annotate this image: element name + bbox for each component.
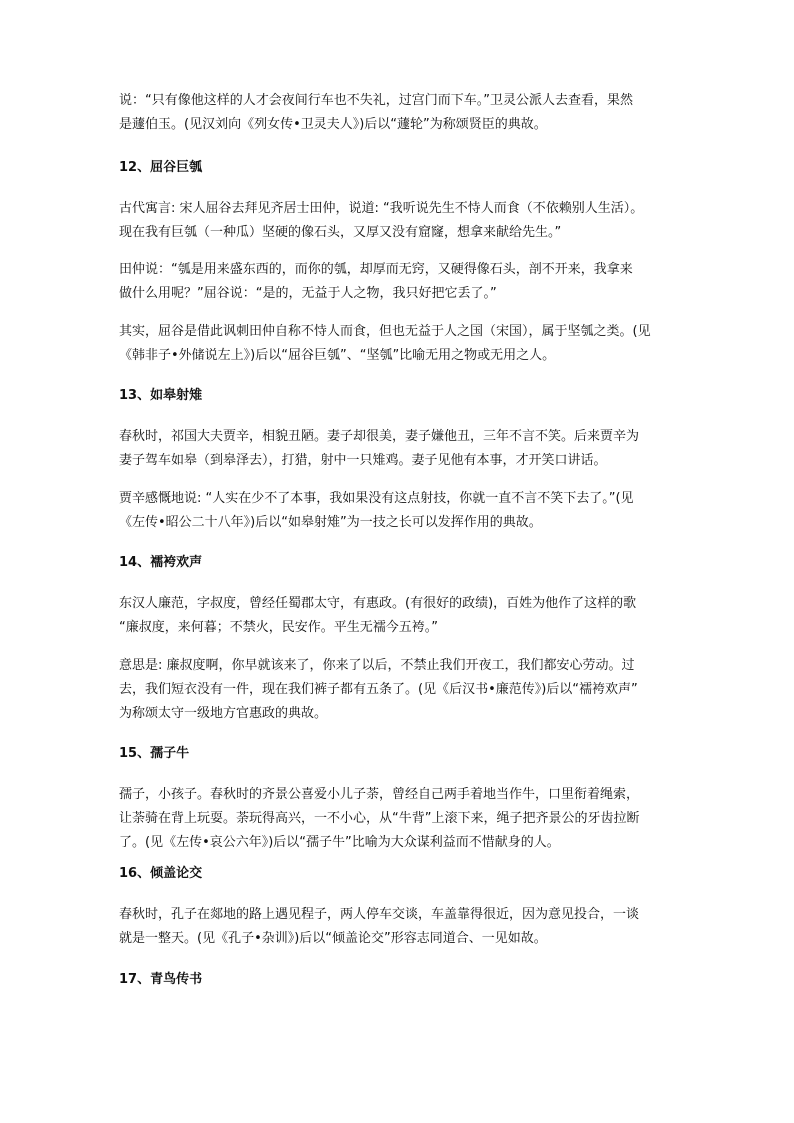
text-line: 春秋时，祁国大夫贾辛，相貌丑陋。妻子却很美，妻子嫌他丑，三年不言不笑。后来贾辛为	[119, 429, 640, 444]
text-line: 就是一整天。(见《孔子•杂训》)后以“倾盖论交”形容志同道合、一见如故。	[119, 931, 547, 946]
section-heading-15: 15、孺子牛	[119, 746, 190, 761]
paragraph-8	[119, 654, 699, 726]
paragraph-5	[119, 425, 699, 473]
paragraph-1	[119, 89, 699, 137]
text-line: 春秋时，孔子在郯地的路上遇见程子，两人停车交谈，车盖靠得很近，因为意见投合，一谈	[119, 907, 640, 922]
text-line: “廉叔度，来何暮；不禁火，民安作。平生无襦今五袴。”	[119, 620, 438, 635]
paragraph-3	[119, 258, 699, 306]
section-heading-13: 13、如皋射雉	[119, 388, 203, 403]
paragraph-10	[119, 903, 699, 951]
text-line: 说：“只有像他这样的人才会夜间行车也不失礼，过宫门而下车。”卫灵公派人去查看，果然	[119, 93, 633, 108]
paragraph-9	[119, 783, 699, 855]
section-heading-17: 17、青鸟传书	[119, 972, 203, 987]
text-line: 去，我们短衣没有一件，现在我们裤子都有五条了。(见《后汉书•廉范传》)后以“襦袴欢声”	[119, 682, 638, 697]
text-line: 东汉人廉范，字叔度，曾经任蜀郡太守，有惠政。(有很好的政绩)，百姓为他作了这样的歌	[119, 596, 637, 611]
text-line: 让荼骑在背上玩耍。荼玩得高兴，一不小心，从“牛背”上滚下来，绳子把齐景公的牙齿拉断	[119, 811, 640, 826]
text-line: 《韩非子•外储说左上》)后以“屈谷巨瓠”、“坚瓠”比喻无用之物或无用之人。	[119, 348, 556, 363]
paragraph-7	[119, 592, 699, 640]
section-heading-12: 12、屈谷巨瓠	[119, 160, 203, 175]
section-heading-16: 16、倾盖论交	[119, 866, 203, 881]
text-line: 其实，屈谷是借此讽刺田仲自称不恃人而食，但也无益于人之国（宋国），属于坚瓠之类。(见	[119, 324, 651, 339]
text-line: 了。(见《左传•哀公六年》)后以“孺子牛”比喻为大众谋利益而不惜献身的人。	[119, 835, 560, 850]
section-heading-14: 14、襦袴欢声	[119, 555, 203, 570]
text-line: 妻子驾车如皋（到皋泽去），打猎，射中一只雉鸡。妻子见他有本事，才开笑口讲话。	[119, 453, 607, 468]
text-line: 贾辛感慨地说: “人实在少不了本事，我如果没有这点射技，你就一直不言不笑下去了。”(见	[119, 491, 634, 506]
text-line: 做什么用呢？”屈谷说：“是的，无益于人之物，我只好把它丢了。”	[119, 286, 497, 301]
text-line: 田仲说：“瓠是用来盛东西的，而你的瓠，却厚而无窍，又硬得像石头，剖不开来，我拿来	[119, 262, 633, 277]
paragraph-4	[119, 320, 699, 368]
text-line: 为称颂太守一级地方官惠政的典故。	[119, 706, 328, 721]
text-line: 孺子，小孩子。春秋时的齐景公喜爱小儿子荼，曾经自己两手着地当作牛，口里衔着绳索，	[119, 787, 640, 802]
paragraph-2	[119, 197, 699, 245]
text-line: 《左传•昭公二十八年》)后以“如皋射雉”为一技之长可以发挥作用的典故。	[119, 515, 542, 530]
text-line: 现在我有巨瓠（一种瓜）坚硬的像石头，又厚又没有窟窿，想拿来献给先生。”	[119, 225, 562, 240]
paragraph-6	[119, 487, 699, 535]
text-line: 古代寓言: 宋人屈谷去拜见齐居士田仲，说道: “我听说先生不恃人而食（不依赖别人生活）。	[119, 201, 644, 216]
text-line: 是蘧伯玉。(见汉刘向《列女传•卫灵夫人》)后以“蘧轮”为称颂贤臣的典故。	[119, 117, 547, 132]
text-line: 意思是: 廉叔度啊，你早就该来了，你来了以后，不禁止我们开夜工，我们都安心劳动。过	[119, 658, 635, 673]
